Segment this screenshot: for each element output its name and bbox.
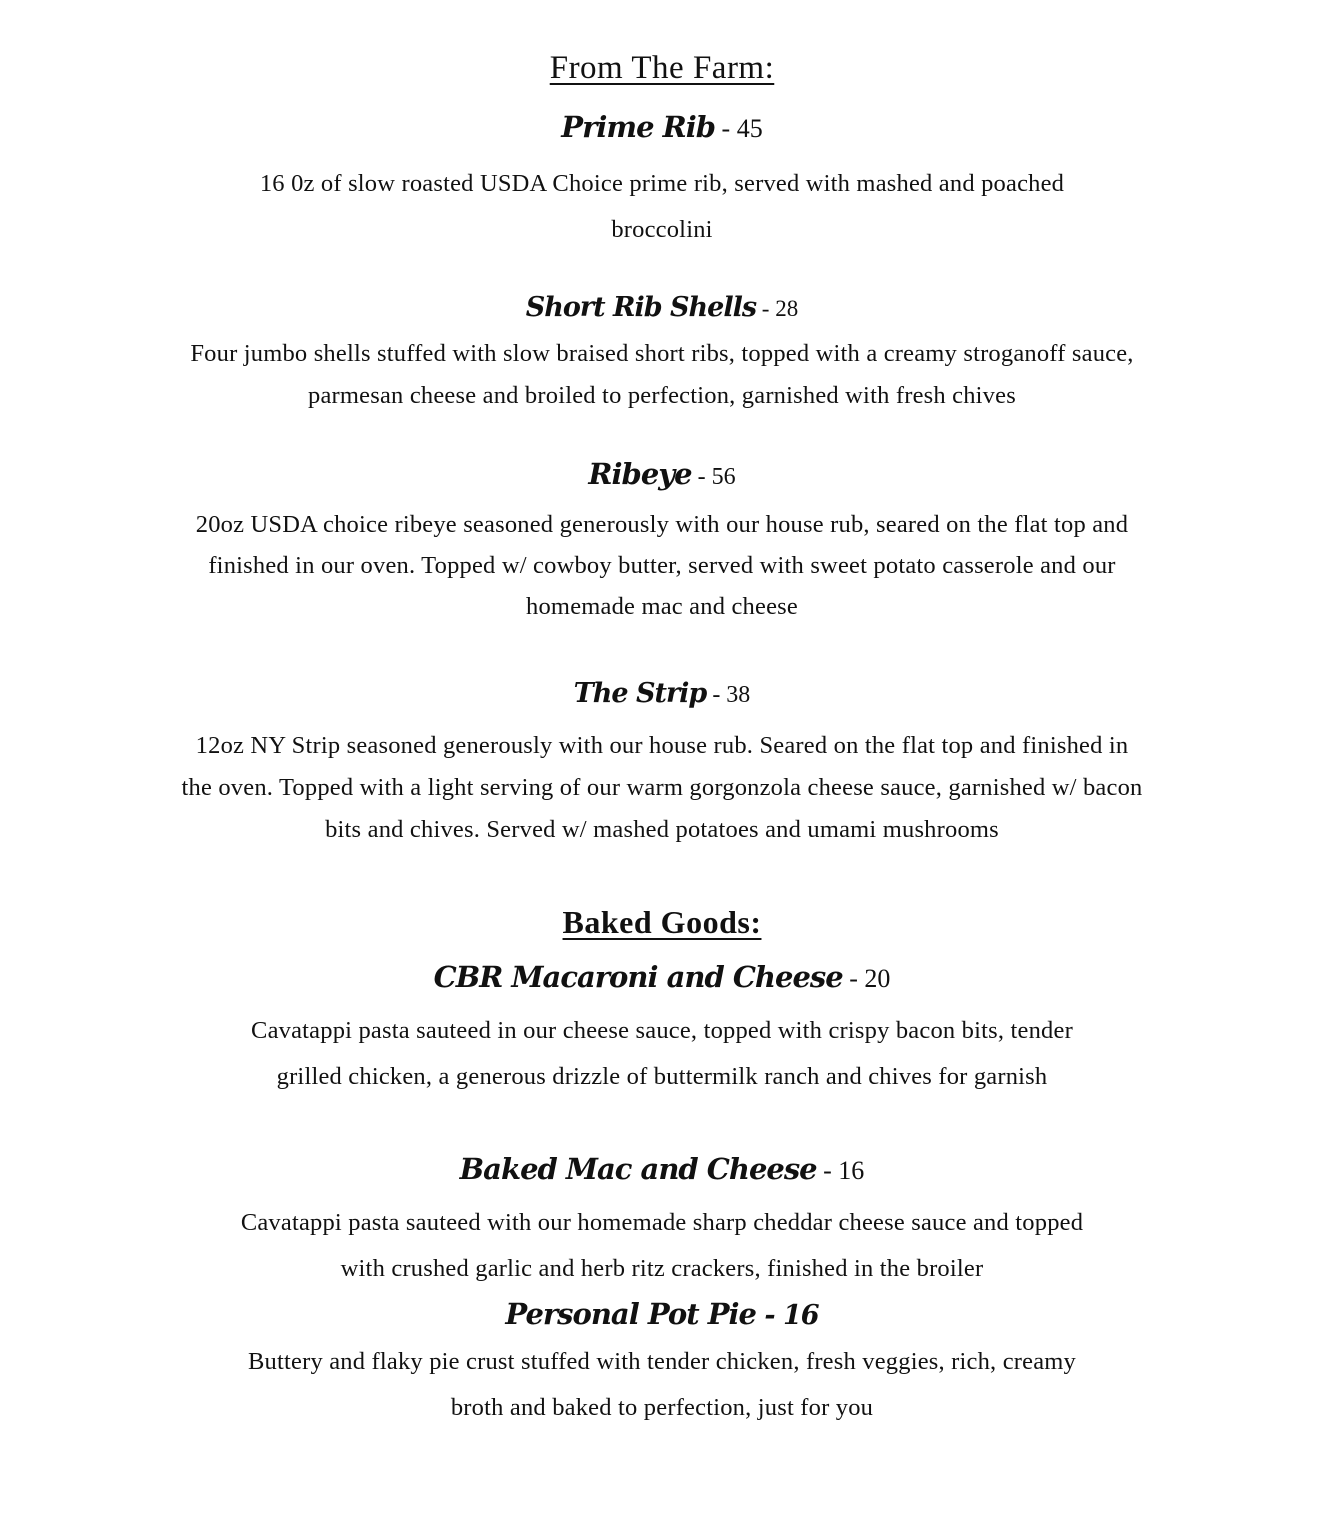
menu-item-price: - 20 <box>842 964 891 993</box>
section-title-text: From The Farm: <box>549 50 775 86</box>
menu-item-description: bits and chives. Served w/ mashed potatoes and umami mushrooms <box>325 816 999 843</box>
menu-item-name: Prime Rib <box>561 110 716 144</box>
menu-item-price: - 16 <box>755 1300 819 1331</box>
menu-item-description: Buttery and flaky pie crust stuffed with tender chicken, fresh veggies, rich, creamy <box>248 1348 1076 1375</box>
menu-item-description: 16 0z of slow roasted USDA Choice prime rib, served with mashed and poached <box>259 170 1065 197</box>
menu-item-price: - 28 <box>756 296 799 321</box>
menu-item-name: The Strip <box>573 678 707 709</box>
menu-item-heading <box>100 960 1224 995</box>
menu-item-name: Personal Pot Pie <box>505 1297 756 1331</box>
menu-item-description: Four jumbo shells stuffed with slow braised short ribs, topped with a creamy stroganoff sauce, <box>190 340 1134 367</box>
menu-item-description: finished in our oven. Topped w/ cowboy butter, served with sweet potato casserole and our <box>208 552 1116 579</box>
menu-item-name: Ribeye <box>588 457 692 491</box>
menu-item-description: 12oz NY Strip seasoned generously with our house rub. Seared on the flat top and finished in <box>195 732 1129 759</box>
menu-item-heading <box>100 1152 1224 1187</box>
menu-item-price: - 56 <box>691 464 736 490</box>
menu-item-heading <box>100 678 1224 709</box>
menu-item-description: the oven. Topped with a light serving of our warm gorgonzola cheese sauce, garnished w/ bacon <box>181 774 1143 801</box>
menu-item-name: Baked Mac and Cheese <box>459 1152 817 1186</box>
menu-item-description: parmesan cheese and broiled to perfection, garnished with fresh chives <box>308 382 1016 409</box>
menu-item-name: CBR Macaroni and Cheese <box>433 960 843 994</box>
menu-item-price: - 45 <box>715 114 763 143</box>
section-title-text: Baked Goods: <box>562 904 762 940</box>
menu-item-description: Cavatappi pasta sauteed in our cheese sauce, topped with crispy bacon bits, tender <box>251 1017 1073 1044</box>
menu-item-heading <box>100 110 1224 145</box>
menu-item-description: 20oz USDA choice ribeye seasoned generously with our house rub, seared on the flat top and <box>195 511 1129 538</box>
menu-item-name: Short Rib Shells <box>525 292 757 323</box>
menu-item-description: broccolini <box>611 216 713 243</box>
menu-item-description: broth and baked to perfection, just for you <box>450 1394 874 1421</box>
menu-item-price: - 16 <box>816 1156 865 1185</box>
menu-item-price: - 38 <box>706 682 751 708</box>
menu-item-heading <box>100 292 1224 323</box>
menu-item-description: homemade mac and cheese <box>526 593 798 620</box>
section-title-baked-goods <box>100 904 1224 941</box>
menu-item-heading <box>100 457 1224 492</box>
menu-item-heading <box>100 1297 1224 1332</box>
menu-item-description: Cavatappi pasta sauteed with our homemade sharp cheddar cheese sauce and topped <box>240 1209 1084 1236</box>
menu-item-description: with crushed garlic and herb ritz crackers, finished in the broiler <box>340 1255 984 1282</box>
menu-item-description: grilled chicken, a generous drizzle of buttermilk ranch and chives for garnish <box>276 1063 1048 1090</box>
section-title-from-the-farm <box>100 50 1224 87</box>
